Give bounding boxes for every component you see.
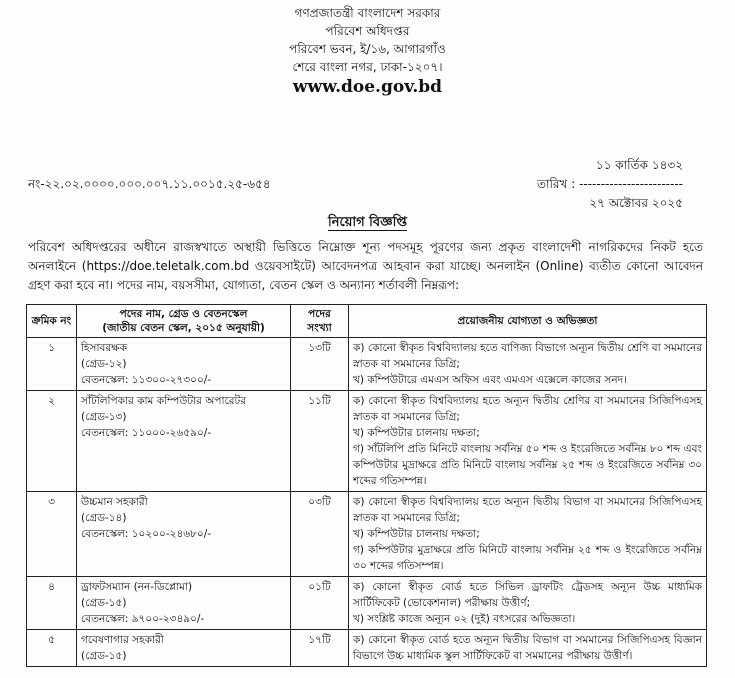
post-line: হিসাবরক্ষক [81,342,127,354]
table-row [27,630,707,667]
post-line: গবেষণাগার সহকারী [81,634,164,646]
post-line: উচ্চমান সহকারী [81,496,148,508]
address-line-2: শেরে বাংলা নগর, ঢাকা-১২০৭। [292,60,443,74]
qualification-item: ক) কোনো স্বীকৃত বোর্ড হতে অন্যূন দ্বিতীয় বিভাগ বা সমমানের সিজিপিএসহ বিজ্ঞান বিভাগে উচ্চ মাধ্যমিক স্কুল সার্টিফিকেট বা সমমানের পরীক্ষায় উত্তীর্ণ। [353,634,702,662]
table-row [27,577,707,630]
row-post [77,338,291,391]
date-label: তারিখ : ------------------------ [537,177,683,191]
table-header-row [27,305,707,338]
address-line-1: পরিবেশ ভবন, ই/১৬, আগারগাঁও [289,42,446,56]
header-post-label: পদের নাম, গ্রেড ও বেতনস্কেল [119,308,248,320]
qualification-item: ক) কোনো স্বীকৃত বিশ্ববিদ্যালয় হতে অন্যূন দ্বিতীয় বিভাগ বা সমমানের সিজিপিএসহ স্নাতক বা সমমানের ডিগ্রি; [353,496,702,524]
post-line: (গ্রেড-১৪) [81,512,127,524]
header-post-sub: (জাতীয় বেতন স্কেল, ২০১৫ অনুযায়ী) [102,322,265,334]
post-line: বেতনস্কেল: ১১০০০-২৬৫৯০/- [81,427,212,439]
header-post [77,305,291,338]
header-qualification: প্রয়োজনীয় যোগ্যতা ও অভিজ্ঞতা [349,305,707,338]
row-post [77,391,291,492]
circular-title-text: নিয়োগ বিজ্ঞপ্তি [328,215,407,230]
row-count: ১১টি [291,391,349,492]
row-qualification [349,338,707,391]
qualification-item: ক) কোনো স্বীকৃত বিশ্ববিদ্যালয় হতে বাণিজ্য বিভাগে অন্যূন দ্বিতীয় শ্রেণি বা সমমানের স্নাতক বা সমমানের ডিগ্রি; [353,342,702,370]
row-post [77,630,291,667]
row-count: ০১টি [291,577,349,630]
post-line: (গ্রেড-১৫) [81,597,127,609]
row-post [77,577,291,630]
post-line: বেতনস্কেল: ১১৩০০-২৭৩০০/- [81,374,212,386]
post-line: বেতনস্কেল: ৯৭০০-২৩৪৯০/- [81,613,205,625]
letterhead [0,4,735,98]
date-bangla: ১১ কার্তিক ১৪৩২ [595,158,683,172]
header-count: পদের সংখ্যা [291,305,349,338]
row-count: ১৩টি [291,338,349,391]
row-serial: ২ [27,391,77,492]
qualification-item: গ) সাঁটলিপি প্রতি মিনিটে বাংলায় সর্বনিম্ন ৫০ শব্দ ও ইংরেজিতে সর্বনিম্ন ৮০ শব্দ এবং কম্পিউটার মুদ্রাক্ষরে প্রতি মিনিটে বাংলায় সর্বনিম্ন ২৫ শব্দ ও ইংরেজিতে সর্বনিম্ন ৩০ শব্দের গতিসম্পন্ন। [353,443,702,487]
qualification-item: খ) সংশ্লিষ্ট কাজে অন্যূন ০২ (দুই) বৎসরের অভিজ্ঞতা। [353,613,576,625]
row-post [77,492,291,577]
qualification-item: খ) কম্পিউটার চালনায় দক্ষতা; [353,427,480,439]
qualification-item: ক) কোনো স্বীকৃত বিশ্ববিদ্যালয় হতে অন্যূন দ্বিতীয় শ্রেণির বা সমমানের সিজিপিএসহ স্নাতক বা সমমানের ডিগ্রি; [353,395,702,423]
row-qualification [349,492,707,577]
qualification-item: খ) কম্পিউটার চালনায় দক্ষতা; [353,528,480,540]
circular-intro: পরিবেশ অধিদপ্তরের অধীনে রাজস্বখাতে অস্থায়ী ভিত্তিতে নিম্নোক্ত শূন্য পদসমূহ পূরণের জন্য প্রকৃত বাংলাদেশী নাগরিকদের নিকট হতে অনলাইনে (https://doe.teletalk.com.bd ওয়েবসাইটে) আবেদনপত্র আহবান করা যাচ্ছে। অনলাইন (Online) ব্যতীত কোনো আবেদন গ্রহণ করা হবে না। পদের নাম, বয়সসীমা, যোগ্যতা, বেতন স্কেল ও অন্যান্য শর্তাবলী নিম্নরূপ: [28,240,703,292]
table-row [27,338,707,391]
qualification-item: ক) কোনো স্বীকৃত বোর্ড হতে সিভিল ড্রাফটিং ট্রেডসহ অন্যূন উচ্চ মাধ্যমিক সার্টিফিকেট (ভোকেশনাল) পরীক্ষায় উত্তীর্ণ; [353,581,702,609]
row-serial: ৫ [27,630,77,667]
table-row [27,492,707,577]
row-qualification [349,630,707,667]
vacancy-table [26,304,707,667]
govt-name: গণপ্রজাতন্ত্রী বাংলাদেশ সরকার [294,6,441,20]
row-serial: ৪ [27,577,77,630]
table-row [27,391,707,492]
post-line: (গ্রেড-১৩) [81,411,127,423]
row-qualification [349,391,707,492]
memo-number: নং-২২.০২.০০০০.০০০.০০৭.১১.০০১৫.২৫-৬৫৪ [28,177,271,191]
department-name: পরিবেশ অধিদপ্তর [325,24,410,38]
row-count: ১৭টি [291,630,349,667]
circular-title [0,213,735,234]
post-line: সাঁটলিপিকার কাম কম্পিউটার অপারেটর [81,395,247,407]
header-serial: ক্রমিক নং [27,305,77,338]
qualification-item: গ) কম্পিউটার মুদ্রাক্ষরে প্রতি মিনিটে বাংলায় সর্বনিম্ন ২৫ শব্দ ও ইংরেজিতে সর্বনিম্ন ৩০ শব্দের গতিসম্পন্ন। [353,544,702,572]
post-line: (গ্রেড-১৫) [81,650,127,662]
row-serial: ১ [27,338,77,391]
date-english: ২৭ অক্টোবর ২০২৫ [589,196,683,210]
row-qualification [349,577,707,630]
row-count: ০৩টি [291,492,349,577]
post-line: (গ্রেড-১২) [81,358,127,370]
post-line: ড্রাফটসম্যান (নন-ডিপ্লোমা) [81,581,193,593]
website-link[interactable]: www.doe.gov.bd [292,77,443,97]
post-line: বেতনস্কেল: ১০২০০-২৪৬৮০/- [81,528,212,540]
qualification-item: খ) কম্পিউটারে এমএস অফিস এবং এমএস এক্সেলে কাজের সনদ। [353,374,627,386]
row-serial: ৩ [27,492,77,577]
